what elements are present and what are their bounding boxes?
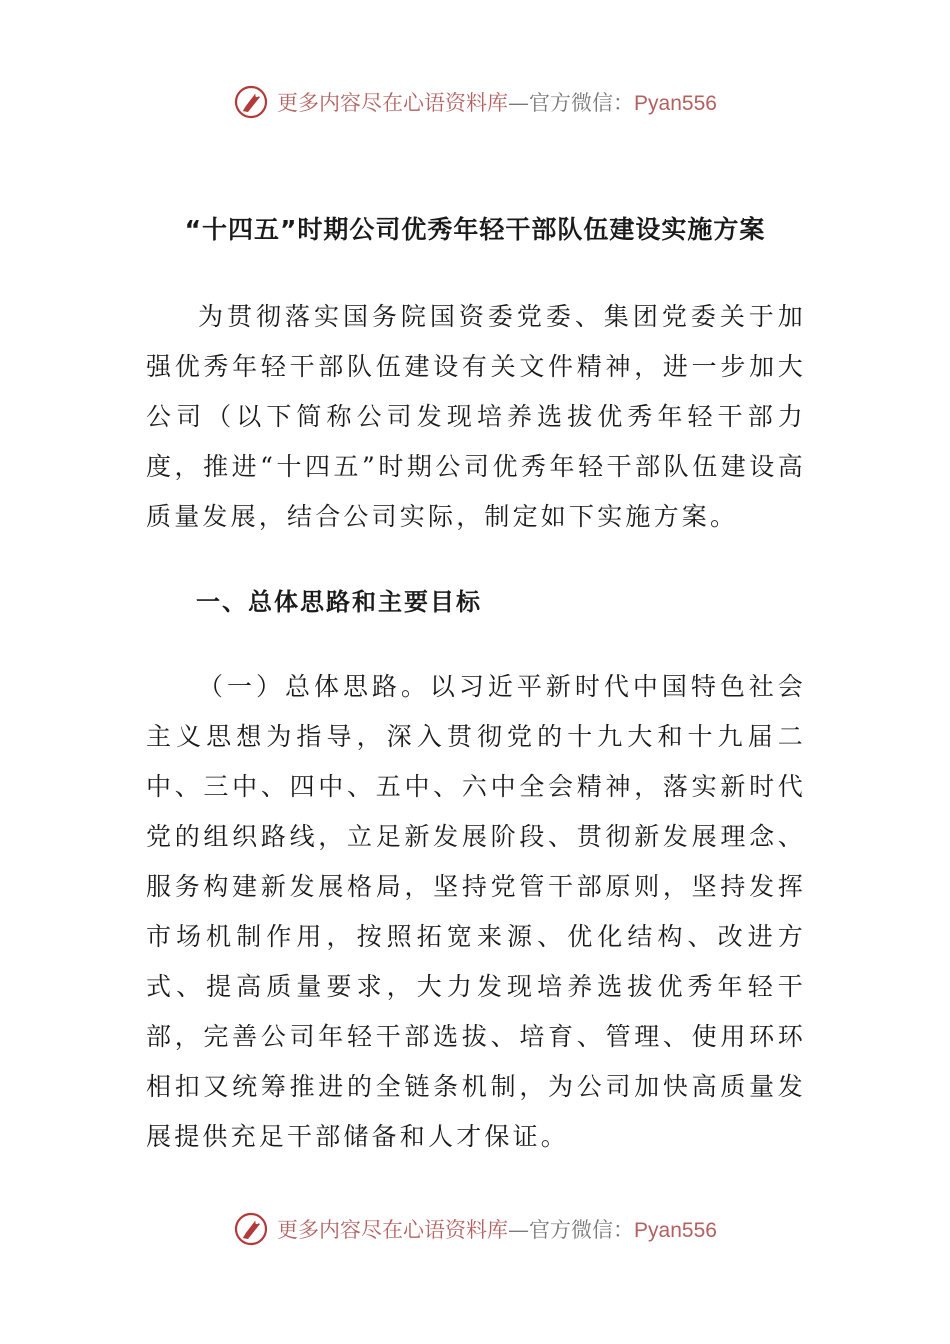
body-paragraph: （一）总体思路。以习近平新时代中国特色社会主义思想为指导，深入贯彻党的十九大和十九届二中、三中、四中、五中、六中全会精神，落实新时代党的组织路线，立足新发展阶段、贯彻新发展理念、服务构建新发展格局，坚持党管干部原则，坚持发挥市场机制作用，按照拓宽来源、优化结构、改进方式、提高质量要求，大力发现培养选拔优秀年轻干部，完善公司年轻干部选拔、培育、管理、使用环环相扣又统筹推进的全链条机制，为公司加快高质量发展提供充足干部储备和人才保证。 <box>146 672 806 1151</box>
banner-site-name: 更多内容尽在心语资料库 <box>277 91 509 115</box>
section-heading: 一、总体思路和主要目标 <box>196 588 482 616</box>
banner-wechat-id: Pyan556 <box>634 92 717 115</box>
footer-banner <box>0 1209 950 1249</box>
banner-wechat-id: Pyan556 <box>634 1219 717 1242</box>
document-title: “十四五”时期公司优秀年轻干部队伍建设实施方案 <box>184 215 766 244</box>
banner-site-name: 更多内容尽在心语资料库 <box>277 1218 509 1242</box>
pen-nib-logo-icon <box>233 1211 269 1247</box>
banner-wechat-label: —官方微信： <box>508 91 635 115</box>
pen-nib-logo-icon <box>233 84 269 120</box>
banner-wechat-label: —官方微信： <box>508 1218 635 1242</box>
banner-text <box>277 1214 717 1244</box>
header-banner <box>0 82 950 122</box>
banner-text <box>277 87 717 117</box>
intro-paragraph: 为贯彻落实国务院国资委党委、集团党委关于加强优秀年轻干部队伍建设有关文件精神，进一步加大公司（以下简称公司发现培养选拔优秀年轻干部力度，推进“十四五”时期公司优秀年轻干部队伍建设高质量发展，结合公司实际，制定如下实施方案。 <box>146 302 806 531</box>
